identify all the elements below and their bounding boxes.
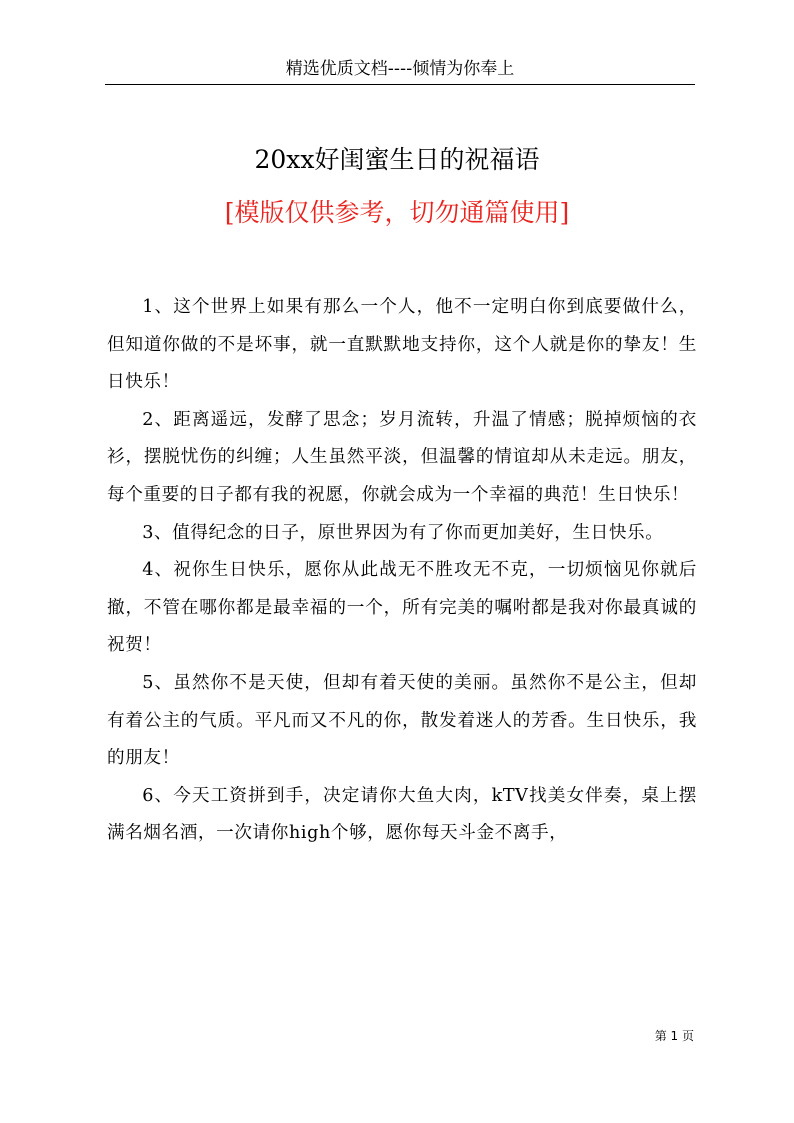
paragraph-2: 2、距离遥远，发酵了思念；岁月流转，升温了情感；脱掉烦恼的衣衫，摆脱忧伤的纠缠；人生虽然平淡，但温馨的情谊却从未走远。朋友，每个重要的日子都有我的祝愿，你就会成为一个幸福的典范！生日快乐！ [107, 409, 697, 505]
page-number: 第 1 页 [654, 1029, 694, 1043]
paragraph-3: 3、值得纪念的日子，原世界因为有了你而更加美好，生日快乐。 [142, 522, 664, 543]
page-header: 精选优质文档----倾情为你奉上 [105, 56, 695, 85]
paragraph-5: 5、虽然你不是天使，但却有着天使的美丽。虽然你不是公主，但却有着公主的气质。平凡而又不凡的你，散发着迷人的芳香。生日快乐，我的朋友！ [107, 672, 697, 769]
paragraph-6: 6、今天工资拼到手，决定请你大鱼大肉，kTV找美女伴奏，桌上摆满名烟名酒，一次请你high个够，愿你每天斗金不离手， [107, 785, 697, 844]
paragraph-4: 4、祝你生日快乐，愿你从此战无不胜攻无不克，一切烦恼见你就后撤，不管在哪你都是最幸福的一个，所有完美的嘱咐都是我对你最真诚的祝贺！ [107, 560, 697, 656]
document-subtitle: [模版仅供参考，切勿通篇使用] [224, 198, 570, 227]
document-title: 20xx好闺蜜生日的祝福语 [254, 145, 540, 174]
document-body [107, 289, 697, 853]
paragraph-1: 1、这个世界上如果有那么一个人，他不一定明白你到底要做什么，但知道你做的不是坏事，就一直默默地支持你，这个人就是你的挚友！生日快乐！ [107, 297, 697, 393]
